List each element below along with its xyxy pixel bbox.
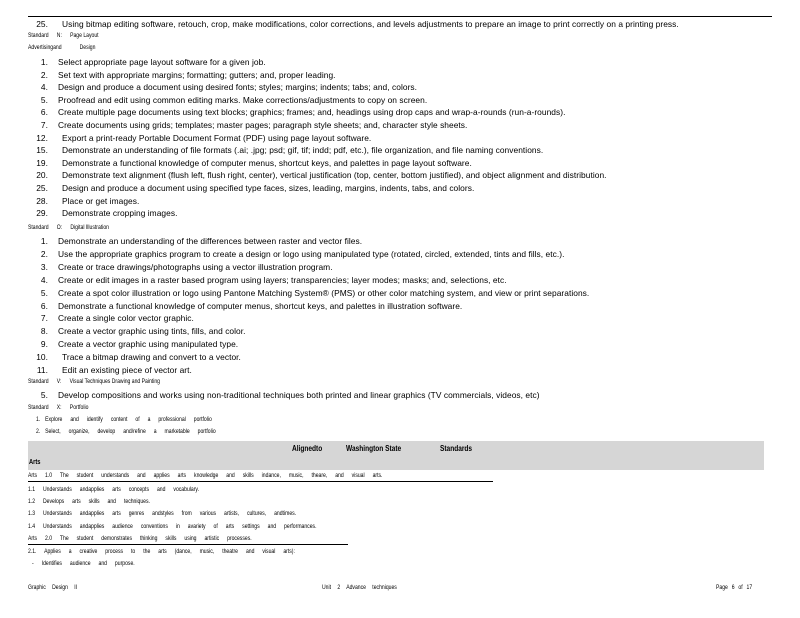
- item-text: Create or edit images in a raster based program using layers; transparencies; layer modes; masks; and, selections, etc.: [58, 274, 507, 285]
- list-item: [28, 391, 540, 399]
- list-item: [28, 250, 564, 258]
- list-item: [28, 171, 607, 179]
- portfolio-item: 2. Select, organize, develop and/refine a marketable portfolio: [36, 428, 216, 435]
- item-number: 12.: [36, 132, 48, 143]
- item-text: Demonstrate text alignment (flush left, flush right, center), vertical justification (top, center, bottom justified), and object alignment and distribution.: [62, 170, 607, 181]
- band-label: Standards: [440, 444, 473, 453]
- item-text: Use the appropriate graphics program to create a design or logo using manipulated type (rotated, circled, extended, tints and fills, etc.).: [58, 248, 565, 259]
- footer-left: Graphic Design II: [28, 584, 78, 591]
- list-item: [28, 96, 427, 104]
- portfolio-item: 1. Explore and identify content of a professional portfolio: [36, 416, 212, 423]
- standard-subheading: Advertisingand Design: [28, 44, 96, 51]
- standard-heading: Standard O: Digital Illustration: [28, 224, 110, 231]
- list-item: [28, 121, 467, 129]
- item-text: Demonstrate cropping images.: [62, 208, 178, 219]
- item-text: Demonstrate an understanding of file formats (.ai; .jpg; psd; gif, tif; indd; pdf, etc.), file organization, and file naming conventions.: [62, 145, 544, 156]
- list-item: [28, 108, 565, 116]
- item-text: Demonstrate an understanding of the differences between raster and vector files.: [58, 236, 363, 246]
- item-text: Set text with appropriate margins; formatting; gutters; and, proper leading.: [58, 69, 336, 80]
- item-number: 2.: [40, 69, 48, 80]
- item-number: 5.: [40, 390, 48, 400]
- item-number: 6.: [40, 107, 48, 118]
- list-item: [28, 20, 679, 28]
- list-item: [28, 263, 333, 271]
- item-number: 28.: [36, 195, 48, 206]
- list-item: [28, 327, 246, 335]
- top-rule: [28, 16, 772, 17]
- item-text: Create a single color vector graphic.: [58, 313, 194, 324]
- standard-heading: Standard N: Page Layout: [28, 32, 99, 39]
- list-item: [28, 276, 507, 284]
- list-item: [28, 83, 417, 91]
- list-item: [28, 58, 266, 66]
- underline: [28, 481, 493, 482]
- band-label: Washington State: [346, 444, 402, 453]
- item-number: 29.: [36, 208, 48, 219]
- item-text: Place or get images.: [62, 195, 140, 206]
- item-text: Design and produce a document using desired fonts; styles; margins; indents; tabs; and, colors.: [58, 82, 418, 93]
- item-text: Create a vector graphic using manipulated type.: [58, 339, 239, 350]
- item-number: 8.: [40, 326, 48, 337]
- item-text: Create a vector graphic using tints, fills, and color.: [58, 326, 246, 337]
- item-number: 4.: [40, 274, 48, 285]
- item-text: Create a spot color illustration or logo using Pantone Matching System® (PMS) or other color matching system, and view or print separations.: [58, 287, 590, 298]
- list-item: [28, 146, 543, 154]
- item-number: 9.: [40, 339, 48, 350]
- item-text: Design and produce a document using specified type faces, sizes, leading, margins, indents, tabs, and colors.: [62, 183, 475, 193]
- item-text: Create documents using grids; templates; master pages; paragraph style sheets; and, character style sheets.: [58, 120, 468, 130]
- list-item: [28, 159, 472, 167]
- arts-standard-line: 1.4 Understands andapplies audience conventions in avariety of arts settings and performances.: [28, 523, 317, 530]
- item-number: 1.: [40, 236, 48, 246]
- list-item: [28, 340, 238, 348]
- item-number: 7.: [40, 313, 48, 324]
- standard-heading: Standard V: Visual Techniques Drawing and Painting: [28, 378, 160, 385]
- list-item: [28, 134, 371, 142]
- list-item: [28, 314, 194, 322]
- arts-standard-line: 1.3 Understands andapplies arts genres andstyles from various artists, cultures, andtimes.: [28, 510, 297, 517]
- item-number: 5.: [40, 287, 48, 298]
- item-number: 5.: [40, 94, 48, 105]
- item-number: 4.: [40, 82, 48, 93]
- band-subject: Arts: [29, 459, 41, 466]
- item-text: Trace a bitmap drawing and convert to a vector.: [62, 352, 241, 363]
- item-text: Develop compositions and works using non-traditional techniques both printed and linear graphics (TV commercials, videos, etc): [58, 390, 540, 400]
- item-number: 2.: [40, 248, 48, 259]
- list-item: [28, 71, 336, 79]
- item-text: Demonstrate a functional knowledge of computer menus, shortcut keys, and palettes in page layout software.: [62, 157, 472, 168]
- item-text: Edit an existing piece of vector art.: [62, 365, 192, 375]
- standard-heading: Standard X: Portfolio: [28, 404, 89, 411]
- item-text: Proofread and edit using common editing marks. Make corrections/adjustments to copy on screen.: [58, 94, 428, 105]
- item-number: 25.: [36, 19, 48, 29]
- item-number: 10.: [36, 352, 48, 363]
- list-item: [28, 197, 139, 205]
- arts-standard-line: 2.1. Applies a creative process to the arts (dance, music, theatre and visual arts):: [28, 548, 295, 555]
- arts-standard-line: Arts 1.0 The student understands and applies arts knowledge and skills indance, music, theare, and visual arts.: [28, 472, 383, 479]
- band-label: Alignedto: [292, 444, 323, 453]
- item-number: 15.: [36, 145, 48, 156]
- underline: [28, 544, 348, 545]
- item-text: Create or trace drawings/photographs using a vector illustration program.: [58, 261, 333, 272]
- item-number: 25.: [36, 183, 48, 193]
- item-number: 20.: [36, 170, 48, 181]
- item-number: 1.: [40, 57, 48, 67]
- item-text: Using bitmap editing software, retouch, crop, make modifications, color corrections, and levels adjustments to prepare an image to print correctly on a printing press.: [62, 19, 679, 29]
- footer-center: Unit 2 Advance techniques: [322, 584, 397, 591]
- footer-right: Page 6 of 17: [716, 584, 753, 591]
- arts-standard-line: - Identifies audience and purpose.: [32, 560, 135, 567]
- item-number: 7.: [40, 120, 48, 130]
- arts-standard-line: Arts 2.0 The student demonstrates thinking skills using artistic processes.: [28, 535, 252, 542]
- item-number: 19.: [36, 157, 48, 168]
- list-item: [28, 184, 474, 192]
- list-item: [28, 209, 177, 217]
- list-item: [28, 353, 241, 361]
- item-number: 3.: [40, 261, 48, 272]
- list-item: [28, 289, 589, 297]
- arts-standard-line: 1.2 Develops arts skills and techniques.: [28, 498, 150, 505]
- item-number: 6.: [40, 300, 48, 311]
- list-item: [28, 302, 462, 310]
- item-number: 11.: [36, 365, 48, 375]
- item-text: Select appropriate page layout software for a given job.: [58, 57, 266, 67]
- item-text: Create multiple page documents using text blocks; graphics; frames; and, headings using drop caps and wrap-a-rounds (run-a-rounds).: [58, 107, 566, 118]
- list-item: [28, 237, 362, 245]
- item-text: Export a print-ready Portable Document Format (PDF) using page layout software.: [62, 132, 372, 143]
- item-text: Demonstrate a functional knowledge of computer menus, shortcut keys, and palettes in illustration software.: [58, 300, 463, 311]
- arts-standard-line: 1.1 Understands andapplies arts concepts and vocabulary.: [28, 486, 199, 493]
- list-item: [28, 366, 192, 374]
